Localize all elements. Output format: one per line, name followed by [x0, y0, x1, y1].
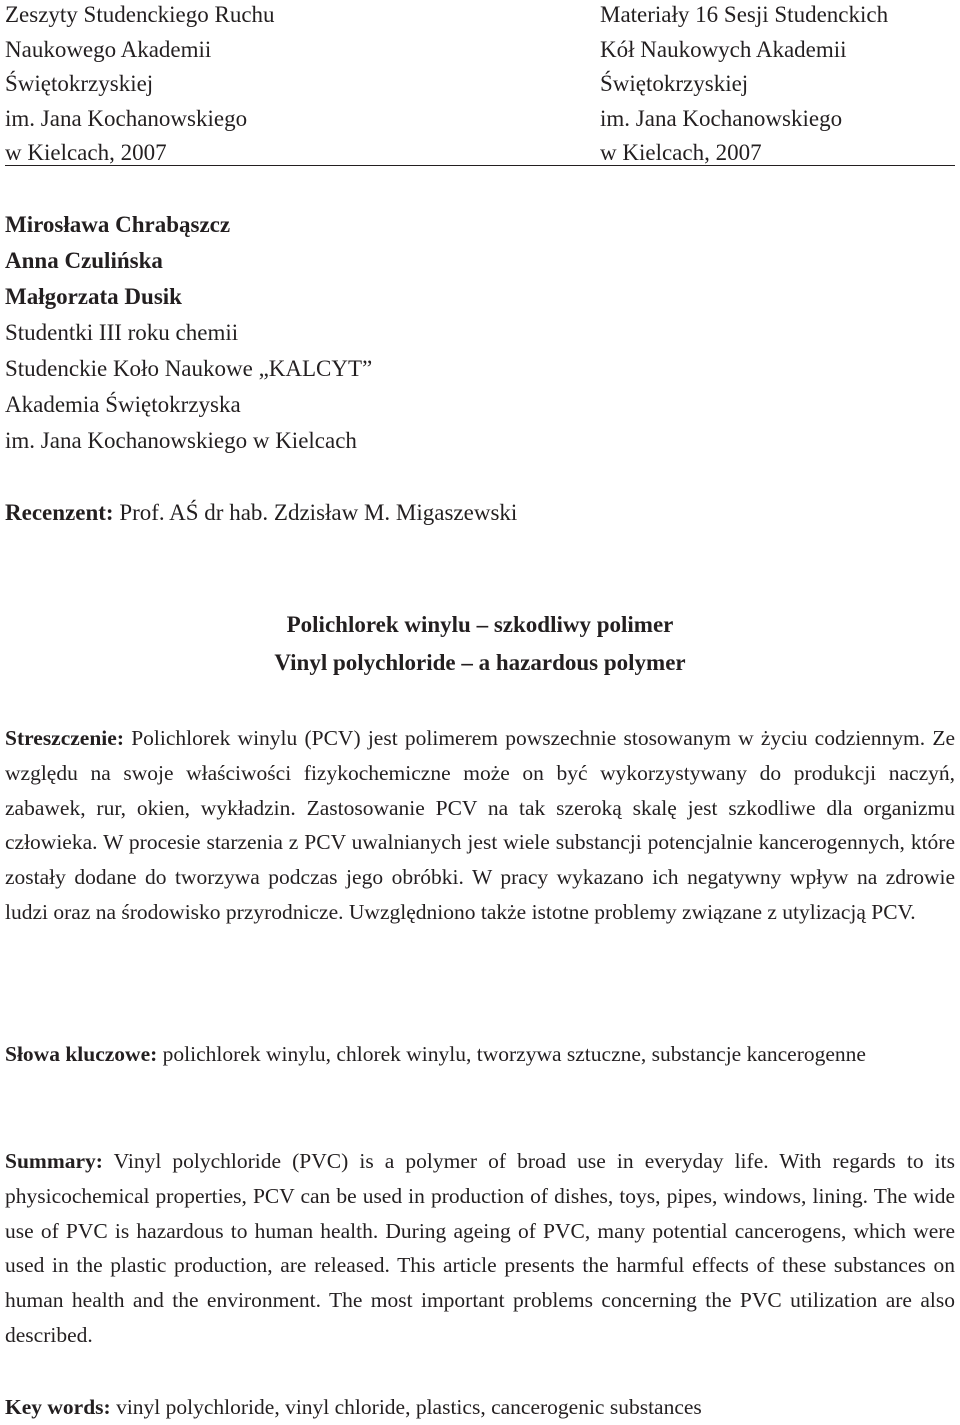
author-name: Mirosława Chrabąszcz: [5, 212, 231, 237]
keywords-text: polichlorek winylu, chlorek winylu, tworzywa sztuczne, substancje kancerogenne: [162, 1042, 866, 1066]
author-name: Anna Czulińska: [5, 248, 163, 273]
title-english: Vinyl polychloride – a hazardous polymer: [274, 650, 686, 675]
affiliation-line: im. Jana Kochanowskiego w Kielcach: [5, 428, 357, 453]
keywords-english: [5, 1390, 955, 1425]
summary-english: [5, 1144, 955, 1353]
abstract-text: Polichlorek winylu (PCV) jest polimerem powszechnie stosowanym w życiu codziennym. Ze względu na swoje właściwości fizykochemiczne może on być wykorzystywany do produkcji naczyń, zabawek, rur, okien, wykładzin. Zastosowanie PCV na tak szeroką skalę jest szkodliwe dla organizmu człowieka. W procesie starzenia z PCV uwalnianych jest wiele substancji potencjalnie kancerogennych, które zostały dodane do tworzywa podczas jego obróbki. W pracy wykazano ich negatywny wpływ na zdrowie ludzi oraz na środowisko przyrodnicze. Uwzględniono także istotne problemy związane z utylizacją PCV.: [5, 726, 956, 924]
summary-text: Vinyl polychloride (PVC) is a polymer of broad use in everyday life. With regards to its physicochemical properties, PCV can be used in production of dishes, toys, pipes, windows, lining. The wide use of PVC is hazardous to human health. During ageing of PVC, many potential cancerogens, which were used in the plastic production, are released. This article presents the harmful effects of these substances on human health and the environment. The most important problems concerning the PVC utilization are also described.: [5, 1149, 955, 1347]
author-block: [5, 207, 372, 459]
key-words-label: Key words:: [5, 1395, 111, 1419]
header-left-line: Naukowego Akademii: [5, 36, 212, 62]
header-right-line: Kół Naukowych Akademii: [600, 36, 847, 62]
header-left-line: w Kielcach, 2007: [5, 140, 167, 165]
header-right-line: w Kielcach, 2007: [600, 140, 762, 165]
reviewer-line: [5, 495, 517, 531]
conference-info: [600, 0, 888, 171]
header-left-line: im. Jana Kochanowskiego: [5, 105, 248, 131]
journal-header: [5, 0, 955, 163]
keywords-polish: [5, 1037, 955, 1072]
abstract-label: Streszczenie:: [5, 726, 124, 750]
abstract-polish: [5, 721, 955, 930]
header-right-line: Świętokrzyskiej: [600, 71, 749, 96]
affiliation-line: Studenckie Koło Naukowe „KALCYT”: [5, 356, 373, 381]
key-words-text: vinyl polychloride, vinyl chloride, plastics, cancerogenic substances: [116, 1395, 702, 1419]
affiliation-line: Akademia Świętokrzyska: [5, 392, 241, 417]
author-name: Małgorzata Dusik: [5, 284, 182, 309]
title-polish: Polichlorek winylu – szkodliwy polimer: [286, 612, 674, 637]
header-left-line: Zeszyty Studenckiego Ruchu: [5, 2, 275, 27]
header-left-line: Świętokrzyskiej: [5, 71, 154, 96]
journal-series-info: [5, 0, 275, 171]
keywords-label: Słowa kluczowe:: [5, 1042, 158, 1066]
reviewer-name: Prof. AŚ dr hab. Zdzisław M. Migaszewski: [119, 500, 518, 525]
header-right-line: im. Jana Kochanowskiego: [600, 105, 843, 131]
summary-label: Summary:: [5, 1149, 103, 1173]
affiliation-line: Studentki III roku chemii: [5, 320, 239, 345]
header-divider: [5, 165, 955, 166]
header-right-line: Materiały 16 Sesji Studenckich: [600, 2, 889, 27]
paper-title: [0, 606, 960, 682]
reviewer-label: Recenzent:: [5, 500, 114, 525]
